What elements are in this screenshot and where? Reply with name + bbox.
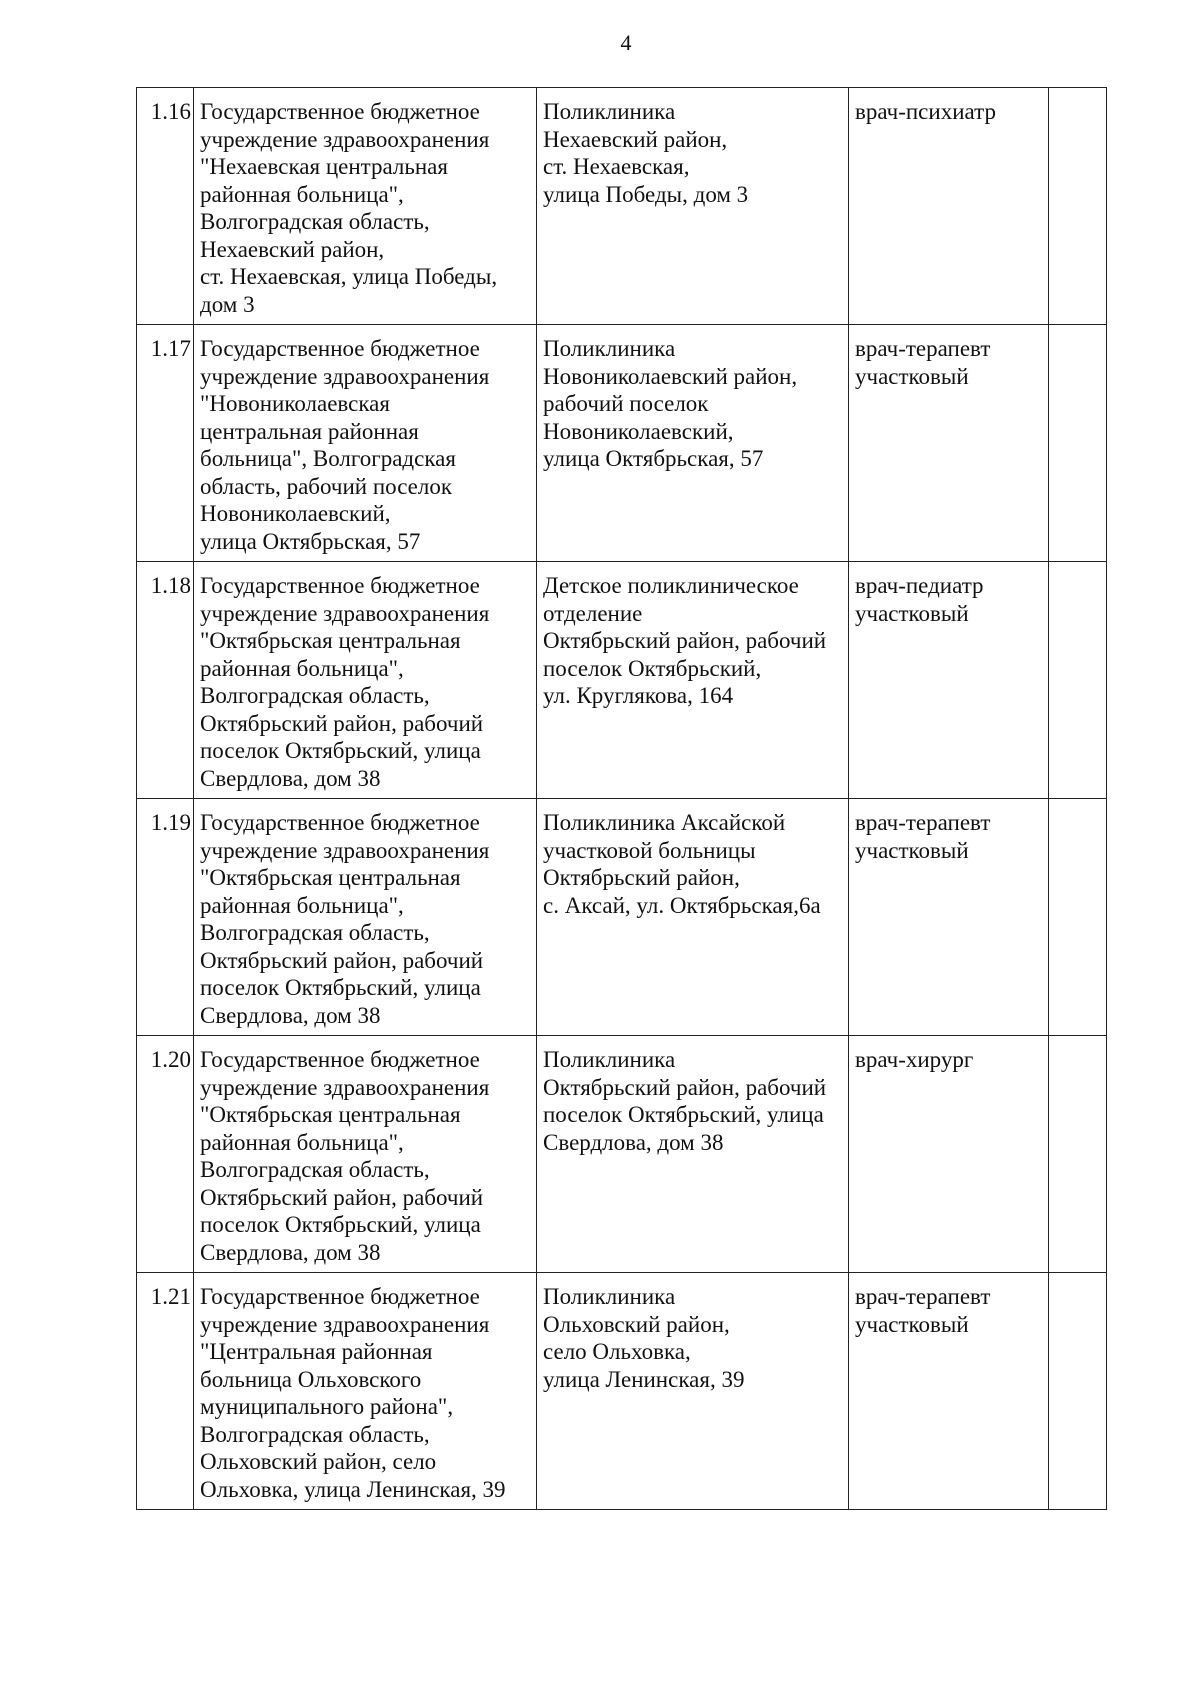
row-number: 1.19: [137, 799, 194, 1036]
empty-cell: [1049, 562, 1107, 799]
institution-cell: Государственное бюджетное учреждение здравоохранения "Октябрьская центральная районная больница", Волгоградская область, Октябрьский район, рабочий поселок Октябрьский, улица Свердлова, дом 38: [194, 799, 537, 1036]
address-cell: Поликлиника Аксайской участковой больницы Октябрьский район, с. Аксай, ул. Октябрьская,6а: [537, 799, 849, 1036]
specialist-cell: врач-терапевт участковый: [849, 325, 1049, 562]
table-row: [137, 562, 1107, 799]
specialist-cell: врач-педиатр участковый: [849, 562, 1049, 799]
empty-cell: [1049, 88, 1107, 325]
facilities-table: [136, 87, 1107, 1510]
row-number: 1.20: [137, 1036, 194, 1273]
page-number: 4: [620, 30, 632, 55]
row-number: 1.17: [137, 325, 194, 562]
institution-cell: Государственное бюджетное учреждение здравоохранения "Центральная районная больница Ольховского муниципального района", Волгоградская область, Ольховский район, село Ольховка, улица Ленинская, 39: [194, 1273, 537, 1510]
empty-cell: [1049, 799, 1107, 1036]
address-cell: Детское поликлиническое отделение Октябрьский район, рабочий поселок Октябрьский, ул. Круглякова, 164: [537, 562, 849, 799]
table-row: [137, 1036, 1107, 1273]
address-cell: Поликлиника Ольховский район, село Ольховка, улица Ленинская, 39: [537, 1273, 849, 1510]
row-number: 1.21: [137, 1273, 194, 1510]
institution-cell: Государственное бюджетное учреждение здравоохранения "Октябрьская центральная районная больница", Волгоградская область, Октябрьский район, рабочий поселок Октябрьский, улица Свердлова, дом 38: [194, 562, 537, 799]
row-number: 1.16: [137, 88, 194, 325]
table-row: [137, 325, 1107, 562]
specialist-cell: врач-хирург: [849, 1036, 1049, 1273]
empty-cell: [1049, 325, 1107, 562]
empty-cell: [1049, 1036, 1107, 1273]
table-row: [137, 1273, 1107, 1510]
specialist-cell: врач-терапевт участковый: [849, 799, 1049, 1036]
specialist-cell: врач-психиатр: [849, 88, 1049, 325]
address-cell: Поликлиника Нехаевский район, ст. Нехаевская, улица Победы, дом 3: [537, 88, 849, 325]
specialist-cell: врач-терапевт участковый: [849, 1273, 1049, 1510]
institution-cell: Государственное бюджетное учреждение здравоохранения "Нехаевская центральная районная больница", Волгоградская область, Нехаевский район, ст. Нехаевская, улица Победы, дом 3: [194, 88, 537, 325]
address-cell: Поликлиника Октябрьский район, рабочий поселок Октябрьский, улица Свердлова, дом 38: [537, 1036, 849, 1273]
institution-cell: Государственное бюджетное учреждение здравоохранения "Октябрьская центральная районная больница", Волгоградская область, Октябрьский район, рабочий поселок Октябрьский, улица Свердлова, дом 38: [194, 1036, 537, 1273]
table-row: [137, 88, 1107, 325]
table-row: [137, 799, 1107, 1036]
institution-cell: Государственное бюджетное учреждение здравоохранения "Новониколаевская центральная районная больница", Волгоградская область, рабочий поселок Новониколаевский, улица Октябрьская, 57: [194, 325, 537, 562]
row-number: 1.18: [137, 562, 194, 799]
empty-cell: [1049, 1273, 1107, 1510]
address-cell: Поликлиника Новониколаевский район, рабочий поселок Новониколаевский, улица Октябрьская, 57: [537, 325, 849, 562]
